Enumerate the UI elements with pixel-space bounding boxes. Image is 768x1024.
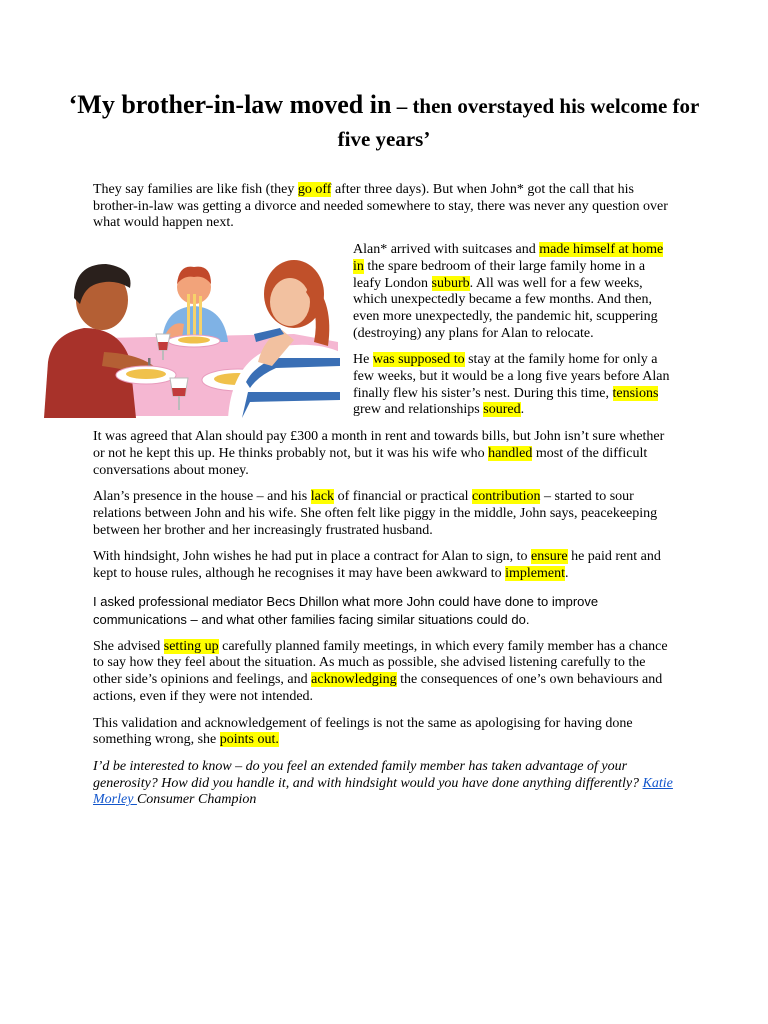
- closing-question: [93, 759, 643, 791]
- text-run: grew and relationships: [353, 402, 484, 418]
- family-dinner-illustration: [44, 242, 340, 418]
- text-run: of financial or practical: [334, 489, 473, 505]
- text-run: .: [520, 402, 525, 418]
- paragraph-9: [93, 716, 673, 749]
- highlighted-vocab: was supposed to: [372, 352, 465, 368]
- text-run: They say families are like fish (they: [93, 182, 298, 197]
- text-run: I asked professional mediator Becs Dhillon what more John could have done to improve communications – and what other families facing similar situations could do.: [93, 593, 599, 627]
- highlighted-vocab: suburb: [431, 275, 470, 291]
- paragraph-10: [93, 759, 673, 809]
- text-run: carefully planned family meetings, in which every family member has a chance to say how they feel about the situation. As much as possible, she advised listening carefully to the other side’s opinions and feelings, and: [93, 638, 668, 688]
- author-link[interactable]: Katie Morley: [93, 775, 673, 808]
- text-run: Alan’s presence in the house – and his: [93, 489, 311, 505]
- highlighted-vocab: implement: [505, 566, 565, 582]
- highlighted-vocab: handled: [488, 445, 533, 461]
- paragraph-5: [93, 489, 673, 539]
- article-title: [60, 88, 708, 154]
- title-rest: – then overstayed his welcome for five years’: [337, 94, 700, 151]
- author-role: Consumer Champion: [136, 792, 257, 808]
- title-main: ‘My brother-in-law moved in: [68, 90, 392, 119]
- highlighted-vocab: ensure: [531, 549, 568, 565]
- paragraph-6: [93, 549, 673, 582]
- text-run: most of the difficult conversations about money.: [93, 445, 648, 478]
- text-run: It was agreed that Alan should pay £300 a month in rent and towards bills, but John isn’t sure whether or not he kept this up. He thinks probably not, but it was his wife who: [93, 429, 665, 461]
- paragraph-7: [93, 593, 673, 629]
- highlighted-vocab: contribution: [472, 489, 541, 505]
- highlighted-vocab: soured: [483, 402, 521, 418]
- text-run: he paid rent and kept to house rules, although he recognises it may have been awkward to: [93, 549, 661, 582]
- text-run: after three days). But when John* got the call that his brother-in-law was getting a divorce and needed somewhere to stay, there was never any question over what would happen next.: [93, 182, 668, 231]
- paragraph-8: [93, 639, 673, 706]
- highlighted-vocab: acknowledging: [311, 672, 397, 688]
- text-run: Alan* arrived with suitcases and: [353, 242, 540, 258]
- text-run: This validation and acknowledgement of feelings is not the same as apologising for having done something wrong, she: [93, 715, 633, 748]
- text-run: stay at the family home for only a few weeks, but it would be a long five years before Alan finally flew his sister’s nest. During this time,: [353, 352, 670, 401]
- highlighted-vocab: points out.: [219, 732, 279, 748]
- highlighted-vocab: tensions: [612, 385, 659, 401]
- text-run: the spare bedroom of their large family home in a leafy London: [353, 258, 646, 291]
- article-body: [93, 182, 673, 819]
- paragraph-1: [93, 182, 673, 232]
- highlighted-vocab: made himself at home in: [353, 242, 664, 274]
- text-run: . All was well for a few weeks, which unexpectedly became a few months. And then, even more unexpectedly, the pandemic hit, scuppering (destroying) any plans for Alan to relocate.: [353, 275, 658, 341]
- paragraph-4: [93, 429, 673, 479]
- text-run: She advised: [93, 638, 164, 654]
- text-run: He: [353, 352, 373, 368]
- highlighted-vocab: setting up: [163, 638, 219, 654]
- text-run: I’d be interested to know – do you feel an extended family member has taken advantage of your generosity? How did you handle it, and with hindsight would you have done anything differently?: [93, 758, 643, 791]
- text-run: With hindsight, John wishes he had put in place a contract for Alan to sign, to: [93, 549, 532, 565]
- highlighted-vocab: go off: [297, 182, 332, 197]
- text-run: .: [565, 566, 569, 582]
- highlighted-vocab: lack: [310, 489, 335, 505]
- text-run: – started to sour relations between John and his wife. She often felt like piggy in the middle, John says, peacekeeping between her brother and her increasingly frustrated husband.: [93, 489, 658, 538]
- text-run: the consequences of one’s own behaviours and actions, even if they were not intended.: [93, 672, 663, 704]
